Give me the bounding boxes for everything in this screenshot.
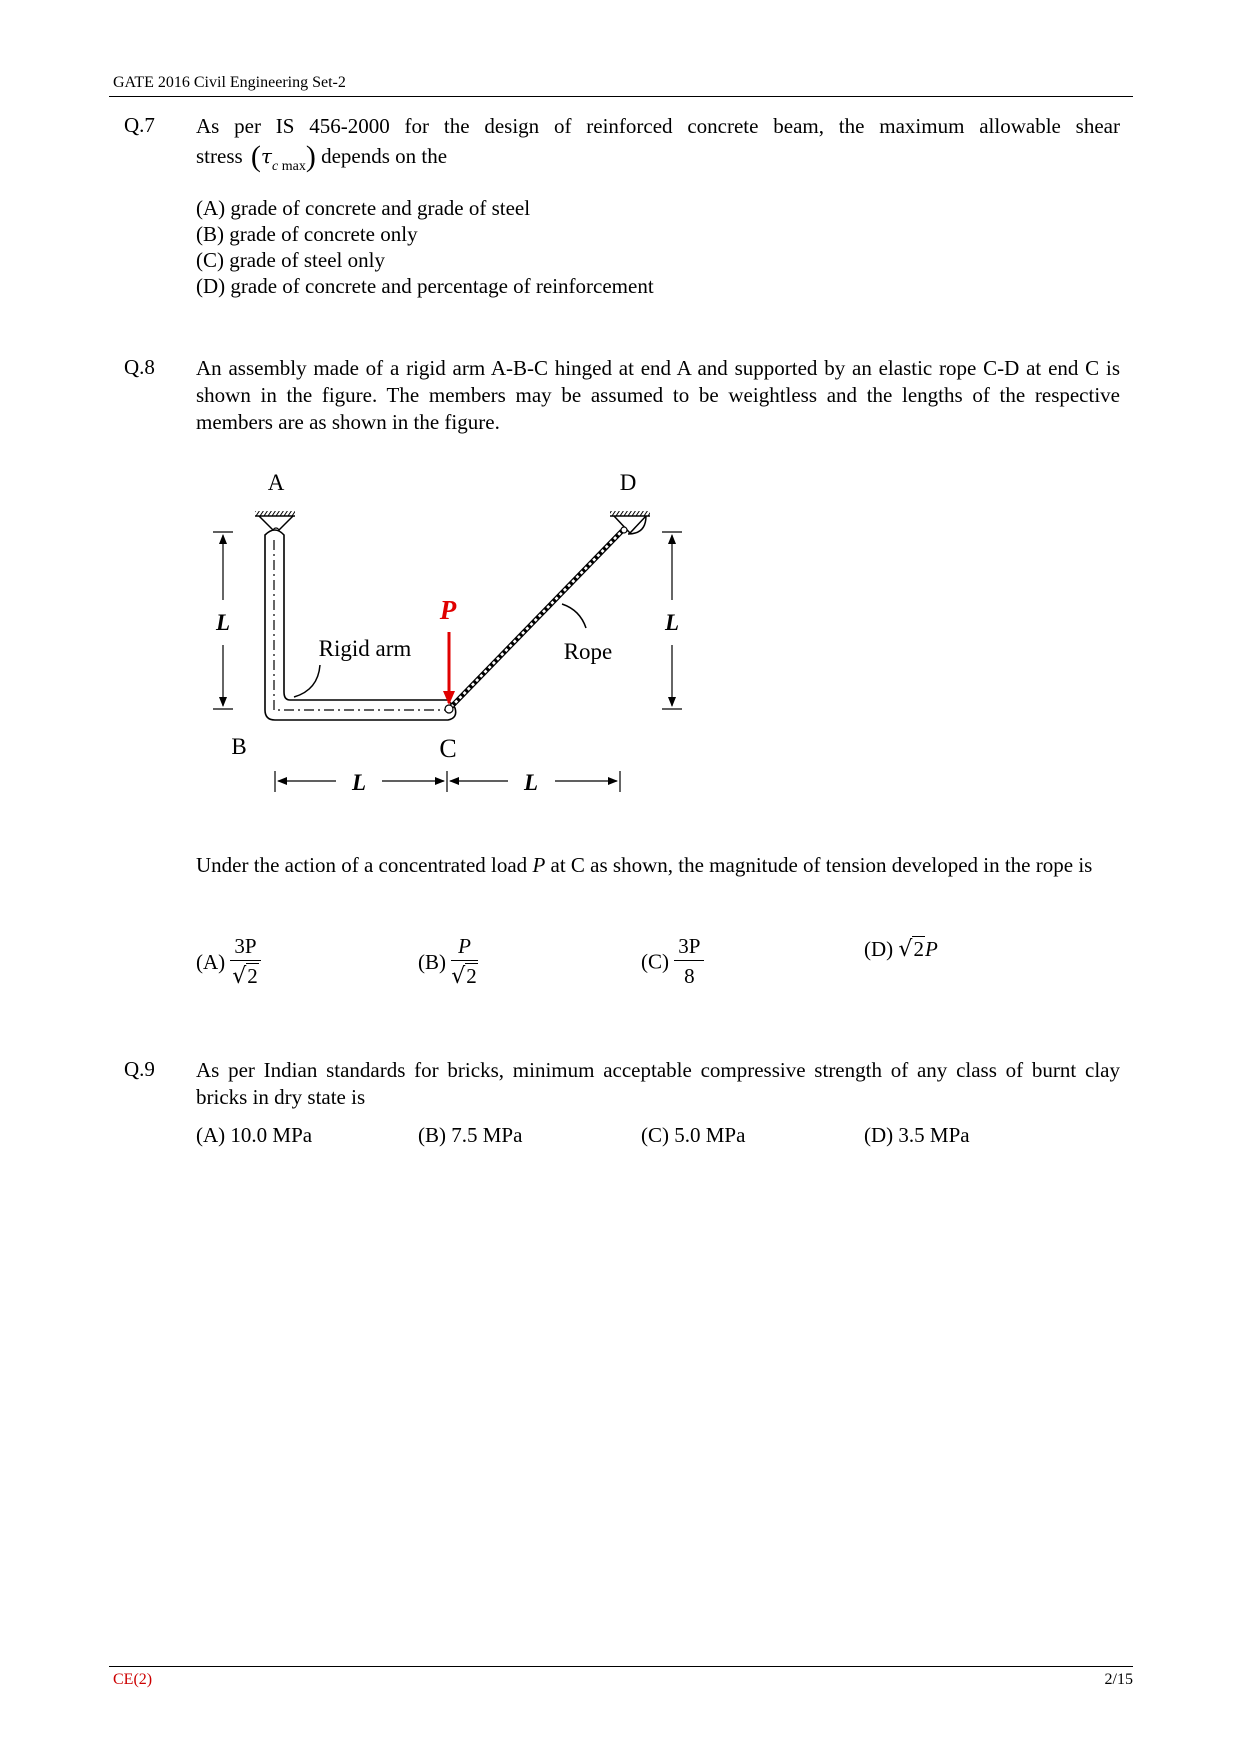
question-9-option-d[interactable]: (D) 3.5 MPa (864, 1123, 970, 1147)
footer-divider (109, 1666, 1133, 1667)
option-a-fraction: $\frac{3P}{√2}$ (230, 932, 260, 992)
dim-label-left: L (215, 610, 231, 635)
question-7-text-tail: depends on the (321, 144, 448, 168)
footer-page-number: 2/15 (1104, 1671, 1133, 1688)
tau-symbol: τ (260, 144, 272, 168)
question-number-9: Q.9 (124, 1057, 155, 1081)
footer-paper-code: CE(2) (113, 1671, 153, 1688)
load-symbol-p: P (532, 853, 546, 877)
arm-centerline (274, 540, 448, 710)
tau-subscript-c: c (272, 159, 279, 174)
question-7-text-line1: As per IS 456-2000 for the design of reinforced concrete beam, the maximum allowable shear (196, 114, 1120, 138)
rope-leader (562, 604, 586, 628)
question-9-option-b[interactable]: (B) 7.5 MPa (418, 1123, 523, 1147)
option-b-fraction: $\frac{P}{√2}$ (451, 934, 477, 989)
joint-c (445, 705, 453, 713)
page-header-title: GATE 2016 Civil Engineering Set-2 (113, 74, 346, 91)
option-d-sqrt: √2 (898, 937, 924, 962)
dim-label-right: L (664, 610, 680, 635)
question-number-7: Q.7 (124, 113, 155, 137)
option-c-fraction: $\frac{3P}{8}$ (674, 932, 704, 991)
open-paren: ( (250, 140, 261, 173)
rigid-arm-leader (294, 665, 320, 697)
question-9-option-c[interactable]: (C) 5.0 MPa (641, 1123, 746, 1147)
label-d: D (619, 470, 637, 495)
dim-label-cd: L (523, 770, 539, 795)
question-8-option-b[interactable]: (B) $\frac{P}{√2}$ (418, 932, 478, 992)
hinge-support-d (610, 511, 650, 534)
label-b: B (231, 734, 247, 759)
tau-subscript-max: max (281, 159, 306, 174)
question-9-text: As per Indian standards for bricks, minimum acceptable compressive strength of any class of burnt clay bricks in dry state is (196, 1058, 1120, 1109)
question-number-8: Q.8 (124, 355, 155, 379)
question-7-option-a[interactable]: (A) grade of concrete and grade of steel (196, 196, 531, 220)
dimension-horizontal (275, 771, 620, 792)
rope (451, 531, 622, 707)
question-8-option-d[interactable]: (D) √2P (864, 937, 938, 962)
question-8-option-a[interactable]: (A) $\frac{3P}{√2}$ (196, 932, 261, 992)
dim-label-bc: L (351, 770, 367, 795)
question-7-stress-word: stress (196, 144, 243, 168)
question-8-followup-text: Under the action of a concentrated load P at C as shown, the magnitude of tension developed in the rope is (196, 853, 1093, 877)
label-rigid-arm: Rigid arm (318, 636, 412, 661)
question-7-option-d[interactable]: (D) grade of concrete and percentage of reinforcement (196, 274, 654, 298)
label-c: C (439, 734, 457, 763)
assembly-figure (0, 0, 1241, 820)
label-rope: Rope (563, 639, 613, 664)
rigid-arm (265, 530, 456, 720)
close-paren: ) (305, 140, 316, 173)
question-7-option-b[interactable]: (B) grade of concrete only (196, 222, 418, 246)
label-p: P (439, 595, 457, 625)
label-a: A (267, 470, 285, 495)
question-8-option-c[interactable]: (C) $\frac{3P}{8}$ (641, 932, 704, 991)
question-9-option-a[interactable]: (A) 10.0 MPa (196, 1123, 313, 1147)
question-8-text: An assembly made of a rigid arm A-B-C hinged at end A and supported by an elastic rope C-D at end C is shown in the figure. The members may be assumed to be weightless and the lengths of the respective members are as shown in the figure. (196, 356, 1120, 434)
question-7-option-c[interactable]: (C) grade of steel only (196, 248, 385, 272)
